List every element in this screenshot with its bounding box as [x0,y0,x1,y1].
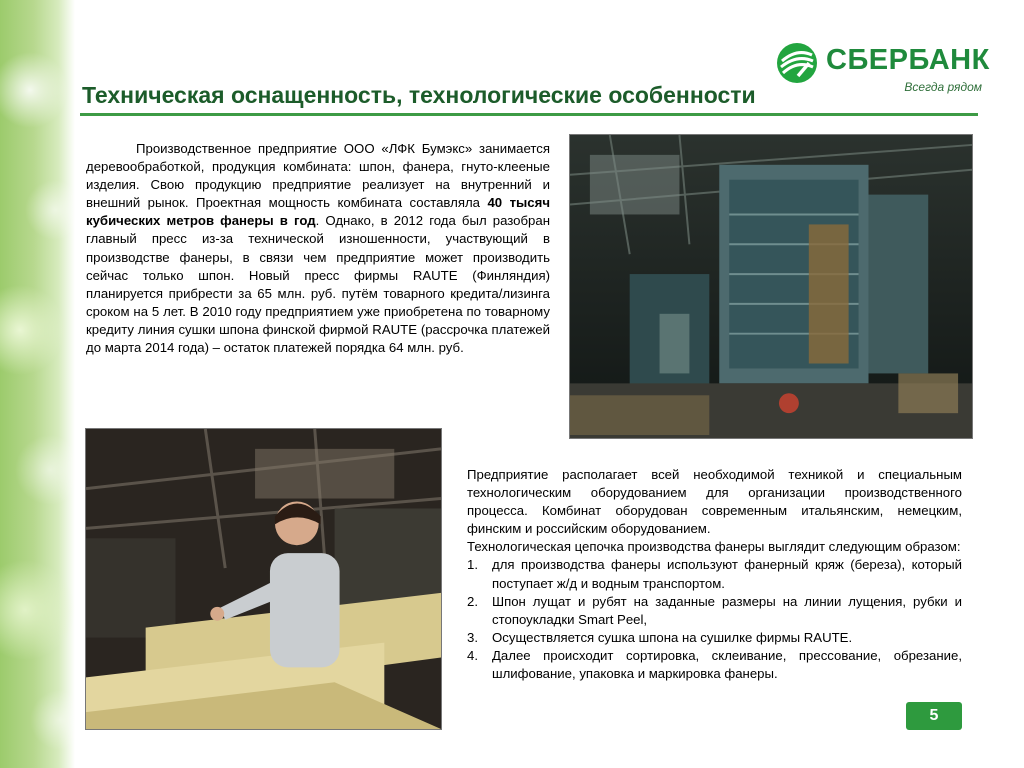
intro-text-start: Производственное предприятие ООО «ЛФК Бумэкс» занимается деревообработкой, продукция комбината: шпон, фанера, гнуто-клееные изделия. Свою продукцию предприятие реализует на внутренний и внешний рынок. Проектная мощность комбината составляла [86,141,550,211]
step-text: Далее происходит сортировка, склеивание, прессование, обрезание, шлифование, упаковка и маркировка фанеры. [492,647,962,682]
equipment-paragraph: Предприятие располагает всей необходимой техникой и специальным технологическим оборудованием для организации производственного процесса. Комбинат оборудован современным итальянским, немецким, финским и российским оборудованием. [467,467,962,537]
press-equipment-photo [569,134,973,439]
intro-text-end: . Однако, в 2012 года был разобран главный пресс из-за технической изношенности, участвующий в производстве фанеры, в связи чем предприятие может производить сейчас только шпон. Новый пресс фирмы RAUTE (Финляндия) планируется прибрести за 65 млн. руб. путём товарного кредита/лизинга сроком на 5 лет. В 2010 году предприятием уже приобретена по товарному кредиту линия сушки шпона финской фирмой RAUTE (рассрочка платежей до марта 2014 года) – остаток платежей порядка 64 млн. руб. [86,213,551,356]
intro-paragraph [86,140,550,357]
step-number: 4. [467,647,478,663]
step-number: 1. [467,557,478,573]
technology-description [467,466,962,683]
chain-intro-paragraph: Технологическая цепочка производства фанеры выглядит следующим образом: [467,539,961,555]
page-number-badge: 5 [906,702,962,730]
production-steps-list [467,556,962,683]
sberbank-logo [776,42,990,94]
step-text: Осуществляется сушка шпона на сушилке фирмы RAUTE. [492,629,853,645]
page-title: Техническая оснащенность, технологические особенности [82,82,756,108]
step-text: для производства фанеры используют фанерный кряж (береза), который поступает ж/д и водным транспортом. [492,557,962,591]
list-item [467,593,962,629]
list-item [467,647,962,683]
decorative-green-strip [0,0,75,768]
sberbank-logo-icon [776,42,818,84]
brand-tagline: Всегда рядом [904,80,982,94]
title-divider [80,113,978,116]
brand-name: СБЕРБАНК [826,44,990,76]
capacity-highlight: 40 тысяч кубических метров фанеры в год [86,195,550,229]
list-item [467,629,962,647]
veneer-worker-photo [85,428,442,730]
list-item [467,556,962,592]
step-text: Шпон лущат и рубят на заданные размеры на линии лущения, рубки и стопоукладки Smart Peel, [492,593,962,627]
step-number: 3. [467,629,478,645]
step-number: 2. [467,593,478,609]
